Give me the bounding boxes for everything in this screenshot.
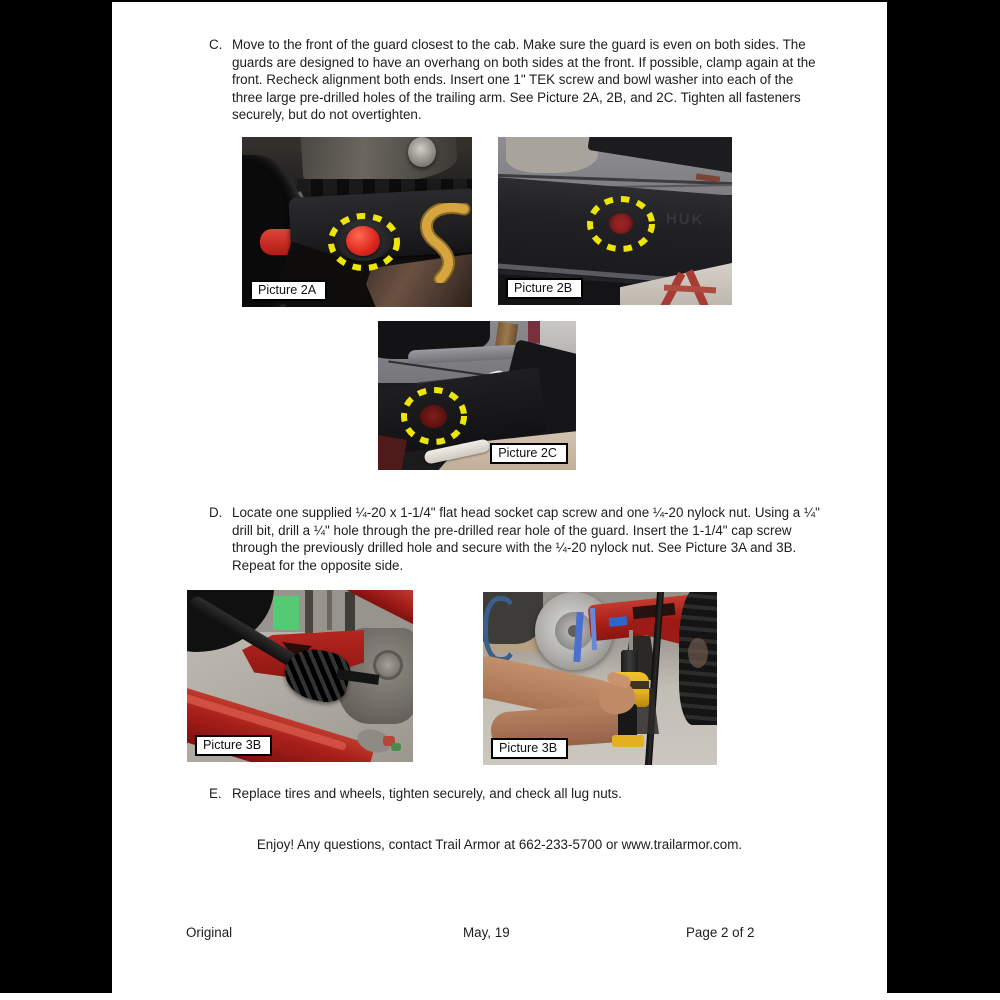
photo-deco: [391, 743, 401, 751]
photo-picture-3b: [483, 592, 717, 765]
step-e-letter: E.: [209, 786, 222, 801]
highlight-ellipse: [585, 194, 657, 254]
highlight-ellipse: [326, 211, 402, 273]
photo-picture-2c: [378, 321, 576, 470]
drill-base: [612, 735, 644, 747]
bolt-head: [408, 137, 436, 167]
photo-deco: [345, 592, 355, 634]
hose-coil: [483, 596, 519, 662]
photo-label: Picture 2C: [490, 443, 568, 464]
photo-picture-2a: [242, 137, 472, 307]
embossed-logo: HUK: [665, 210, 705, 229]
step-d-letter: D.: [209, 505, 223, 520]
clamp-hook: [404, 203, 472, 283]
photo-deco: [688, 638, 708, 668]
photo-label: Picture 3B: [195, 735, 272, 756]
step-c: [209, 36, 817, 124]
footer-page-number: Page 2 of 2: [686, 925, 755, 940]
highlight-ellipse: [399, 385, 469, 447]
step-e-text: Replace tires and wheels, tighten securely, and check all lug nuts.: [232, 786, 622, 801]
photo-picture-3a: [187, 590, 413, 762]
photo-deco: [327, 590, 332, 630]
step-e: [209, 785, 817, 803]
green-marker: [273, 596, 299, 630]
photo-label: Picture 3B: [491, 738, 568, 759]
step-d: [209, 504, 821, 574]
photo-picture-2b: [498, 137, 732, 305]
step-d-text: Locate one supplied ¼-20 x 1-1/4" flat head socket cap screw and one ¼-20 nylock nut. Using a ¼" drill bit, drill a ¼" hole through the pre-drilled rear hole of the guard. Insert the 1-1/4" cap screw through the previously drilled hole and secure with the ¼-20 nylock nut. See Picture 3A and 3B. Repeat for the opposite side.: [232, 505, 820, 573]
scan-border-left: [0, 0, 112, 993]
footer-date: May, 19: [463, 925, 510, 940]
photo-label: Picture 2A: [250, 280, 327, 301]
step-c-letter: C.: [209, 37, 223, 52]
photo-deco: [506, 137, 598, 173]
scan-border-right: [887, 0, 1000, 993]
photo-label: Picture 2B: [506, 278, 583, 299]
footer-version: Original: [186, 925, 233, 940]
photo-deco: [305, 590, 313, 636]
photo-deco: [609, 616, 628, 627]
contact-line: Enjoy! Any questions, contact Trail Armor at 662-233-5700 or www.trailarmor.com.: [256, 837, 743, 852]
step-c-text: Move to the front of the guard closest to the cab. Make sure the guard is even on both sides. The guards are designed to have an overhang on both sides at the front. If possible, clamp again at the front. Recheck alignment both ends. Insert one 1" TEK screw and bowl washer into each of the three large pre-drilled holes of the trailing arm. See Picture 2A, 2B, and 2C. Tighten all fasteners securely, but do not overtighten.: [232, 37, 816, 123]
scan-border-top: [112, 0, 887, 2]
